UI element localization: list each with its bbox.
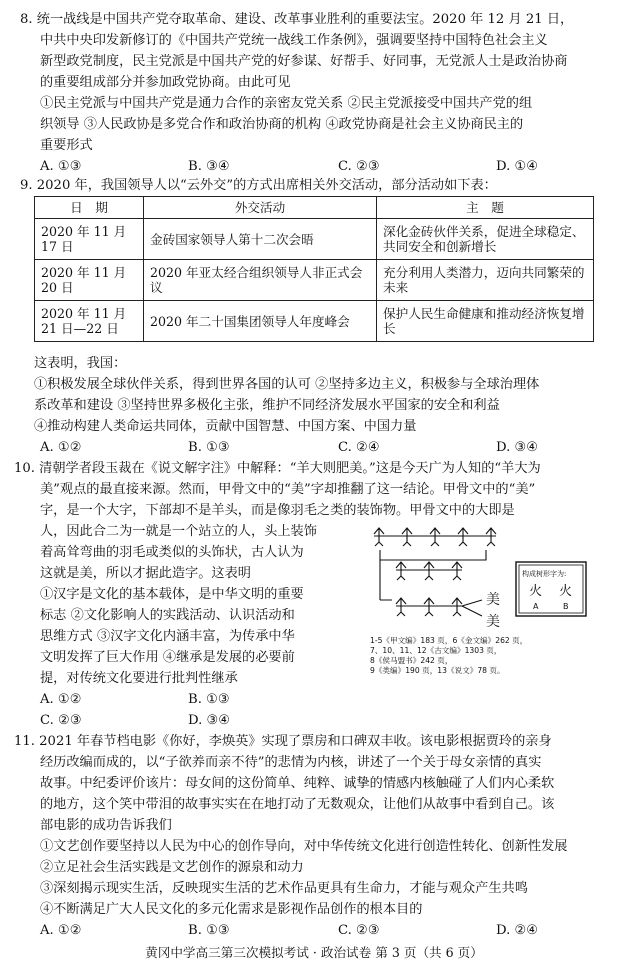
box-title: 构成树形字为: bbox=[522, 570, 567, 578]
option-d[interactable]: D. ③④ bbox=[496, 440, 539, 455]
q8-line: 8. 统一战线是中国共产党夺取革命、建设、改革事业胜利的重要法宝。2020 年 12 月 21 日， bbox=[20, 12, 574, 27]
q8-line: 重要形式 bbox=[40, 138, 93, 153]
cell-theme: 深化金砖伙伴关系，促进全球稳定、共同安全和创新增长 bbox=[377, 219, 594, 260]
oracle-glyph bbox=[402, 528, 412, 546]
option-d[interactable]: D. ①④ bbox=[496, 159, 539, 174]
q9-line: ①积极发展全球伙伴关系，得到世界各国的认可 ②坚持多边主义，积极参与全球治理体 bbox=[34, 377, 540, 392]
option-d[interactable]: D. ②④ bbox=[496, 923, 539, 938]
q11-line: 11. 2021 年春节档电影《你好，李焕英》实现了票房和口碑双丰收。该电影根据贾玲的亲身 bbox=[14, 734, 552, 749]
oracle-glyph bbox=[424, 598, 434, 616]
q8-line: 织领导 ③人民政协是多党合作和政治协商的机构 ④政党协商是社会主义协商民主的 bbox=[40, 117, 524, 132]
q11-line: ①文艺创作要坚持以人民为中心的创作导向，对中华传统文化进行创造性转化、创新性发展 bbox=[40, 839, 568, 854]
q11-line: ②立足社会生活实践是文艺创作的源泉和动力 bbox=[40, 860, 304, 875]
q10-line: 这就是美，所以才据此造字。这表明 bbox=[40, 566, 251, 581]
oracle-glyph bbox=[424, 562, 434, 580]
cell-date: 2020 年 11 月 17 日 bbox=[35, 219, 144, 260]
diplomacy-table bbox=[34, 196, 594, 342]
mei-glyph: 美 bbox=[486, 614, 500, 630]
q10-line: 着高耸弯曲的羽毛或类似的头饰状，古人认为 bbox=[40, 545, 304, 560]
q10-line: 10. 清朝学者段玉裁在《说文解字注》中解释：“羊大则肥美。”这是今天广为人知的“羊大为 bbox=[14, 461, 541, 476]
figure-caption-line: 7、10、11、12《古文编》1303 页， bbox=[370, 646, 502, 655]
q9-intro: 9. 2020 年，我国领导人以“云外交”的方式出席相关外交活动，部分活动如下表： bbox=[20, 178, 497, 193]
q8-line: ①民主党派与中国共产党是通力合作的亲密友党关系 ②民主党派接受中国共产党的组 bbox=[40, 96, 533, 111]
cell-date: 2020 年 11 月 21 日—22 日 bbox=[35, 301, 144, 342]
header-theme: 主 题 bbox=[377, 197, 594, 219]
table-header-row bbox=[35, 197, 594, 219]
table-row bbox=[35, 301, 594, 342]
page-footer: 黄冈中学高三第三次模拟考试 · 政治试卷 第 3 页（共 6 页） bbox=[145, 945, 483, 960]
oracle-glyph bbox=[430, 528, 440, 546]
cell-activity: 2020 年二十国集团领导人年度峰会 bbox=[144, 301, 377, 342]
option-a[interactable]: A. ①② bbox=[40, 440, 82, 455]
header-date: 日 期 bbox=[35, 197, 144, 219]
option-d[interactable]: D. ③④ bbox=[188, 713, 231, 728]
q10-line: 提，对传统文化要进行批判性继承 bbox=[40, 671, 238, 686]
figure-caption-line: 8《侯马盟书》242 页， bbox=[370, 656, 453, 665]
q11-line: 的地方，这个笑中带泪的故事实实在在地打动了无数观众，让他们从故事中看到自己。该 bbox=[40, 797, 555, 812]
option-c[interactable]: C. ②④ bbox=[338, 440, 380, 455]
q11-line: 经历改编而成的，以“子欲养而亲不待”的悲情为内核，讲述了一个关于母女亲情的真实 bbox=[40, 755, 542, 770]
cell-theme: 充分利用人类潜力，迈向共同繁荣的未来 bbox=[377, 260, 594, 301]
cell-theme: 保护人民生命健康和推动经济恢复增长 bbox=[377, 301, 594, 342]
q10-line: 美”观点的最直接来源。然而，甲骨文中的“美”字却推翻了这一结论。甲骨文中的“美” bbox=[40, 482, 536, 497]
q9-line: 这表明，我国： bbox=[34, 356, 127, 371]
cell-activity: 2020 年亚太经合组织领导人非正式会议 bbox=[144, 260, 377, 301]
cell-date: 2020 年 11 月 20 日 bbox=[35, 260, 144, 301]
mei-glyph: 美 bbox=[486, 592, 500, 608]
figure-caption-line: 9《类编》190 页，13《说文》78 页。 bbox=[370, 666, 505, 675]
oracle-glyph bbox=[452, 562, 462, 580]
box-char-a: 火 bbox=[529, 584, 543, 599]
oracle-glyph bbox=[486, 528, 496, 546]
q10-line: 标志 ②文化影响人的实践活动、认识活动和 bbox=[40, 608, 295, 623]
q8-line: 的重要组成部分并参加政党协商。由此可见 bbox=[40, 75, 291, 90]
q10-line: 人，因此合二为一就是一个站立的人，头上装饰 bbox=[40, 524, 317, 539]
option-c[interactable]: C. ②③ bbox=[338, 923, 380, 938]
q9-line: ④推动构建人类命运共同体，贡献中国智慧、中国方案、中国力量 bbox=[34, 419, 417, 434]
box-char-b: 火 bbox=[559, 584, 573, 599]
option-a[interactable]: A. ①② bbox=[40, 923, 82, 938]
figure-caption-line: 1-5《甲文编》183 页，6《金文编》262 页， bbox=[370, 636, 528, 645]
box-label-b: B bbox=[563, 602, 569, 611]
option-c[interactable]: C. ②③ bbox=[338, 159, 380, 174]
glyph-tree-diagram bbox=[366, 522, 590, 682]
q11-line: 部电影的成功告诉我们 bbox=[40, 818, 172, 833]
q11-line: ③深刻揭示现实生活，反映现实生活的艺术作品更具有生命力，才能与观众产生共鸣 bbox=[40, 881, 528, 896]
option-c[interactable]: C. ②③ bbox=[40, 713, 82, 728]
box-label-a: A bbox=[533, 602, 539, 611]
q11-line: 故事。中纪委评价该片：母女间的这份简单、纯粹、诚挚的情感内核触碰了人们内心柔软 bbox=[40, 776, 555, 791]
q10-line: 思维方式 ③汉字文化内涵丰富，为传承中华 bbox=[40, 629, 295, 644]
option-b[interactable]: B. ①③ bbox=[188, 923, 230, 938]
q10-line: ①汉字是文化的基本载体，是中华文明的重要 bbox=[40, 587, 304, 602]
q8-line: 新型政党制度，民主党派是中国共产党的好参谋、好帮手、好同事，无党派人士是政治协商 bbox=[40, 54, 568, 69]
option-b[interactable]: B. ①③ bbox=[188, 692, 230, 707]
option-a[interactable]: A. ①③ bbox=[40, 159, 82, 174]
option-b[interactable]: B. ③④ bbox=[188, 159, 230, 174]
oracle-glyph bbox=[374, 528, 384, 546]
table-row bbox=[35, 219, 594, 260]
q10-line: 文明发挥了巨大作用 ④继承是发展的必要前 bbox=[40, 650, 295, 665]
oracle-glyph bbox=[452, 598, 462, 616]
cell-activity: 金砖国家领导人第十二次会晤 bbox=[144, 219, 377, 260]
option-b[interactable]: B. ①③ bbox=[188, 440, 230, 455]
q10-line: 字，是一个大字，下部却不是羊头，而是像羽毛之类的装饰物。甲骨文中的大即是 bbox=[40, 503, 515, 518]
q8-line: 中共中央印发新修订的《中国共产党统一战线工作条例》，强调要坚持中国特色社会主义 bbox=[40, 33, 548, 48]
q11-line: ④不断满足广大人民文化的多元化需求是影视作品创作的根本目的 bbox=[40, 902, 423, 917]
q9-line: 系改革和建设 ③坚持世界多极化主张，维护不同经济发展水平国家的安全和利益 bbox=[34, 398, 500, 413]
mei-character-evolution-figure bbox=[366, 522, 590, 682]
oracle-glyph bbox=[458, 528, 468, 546]
oracle-glyph bbox=[396, 562, 406, 580]
option-a[interactable]: A. ①② bbox=[40, 692, 82, 707]
oracle-glyph bbox=[396, 598, 406, 616]
header-activity: 外交活动 bbox=[144, 197, 377, 219]
table-row bbox=[35, 260, 594, 301]
